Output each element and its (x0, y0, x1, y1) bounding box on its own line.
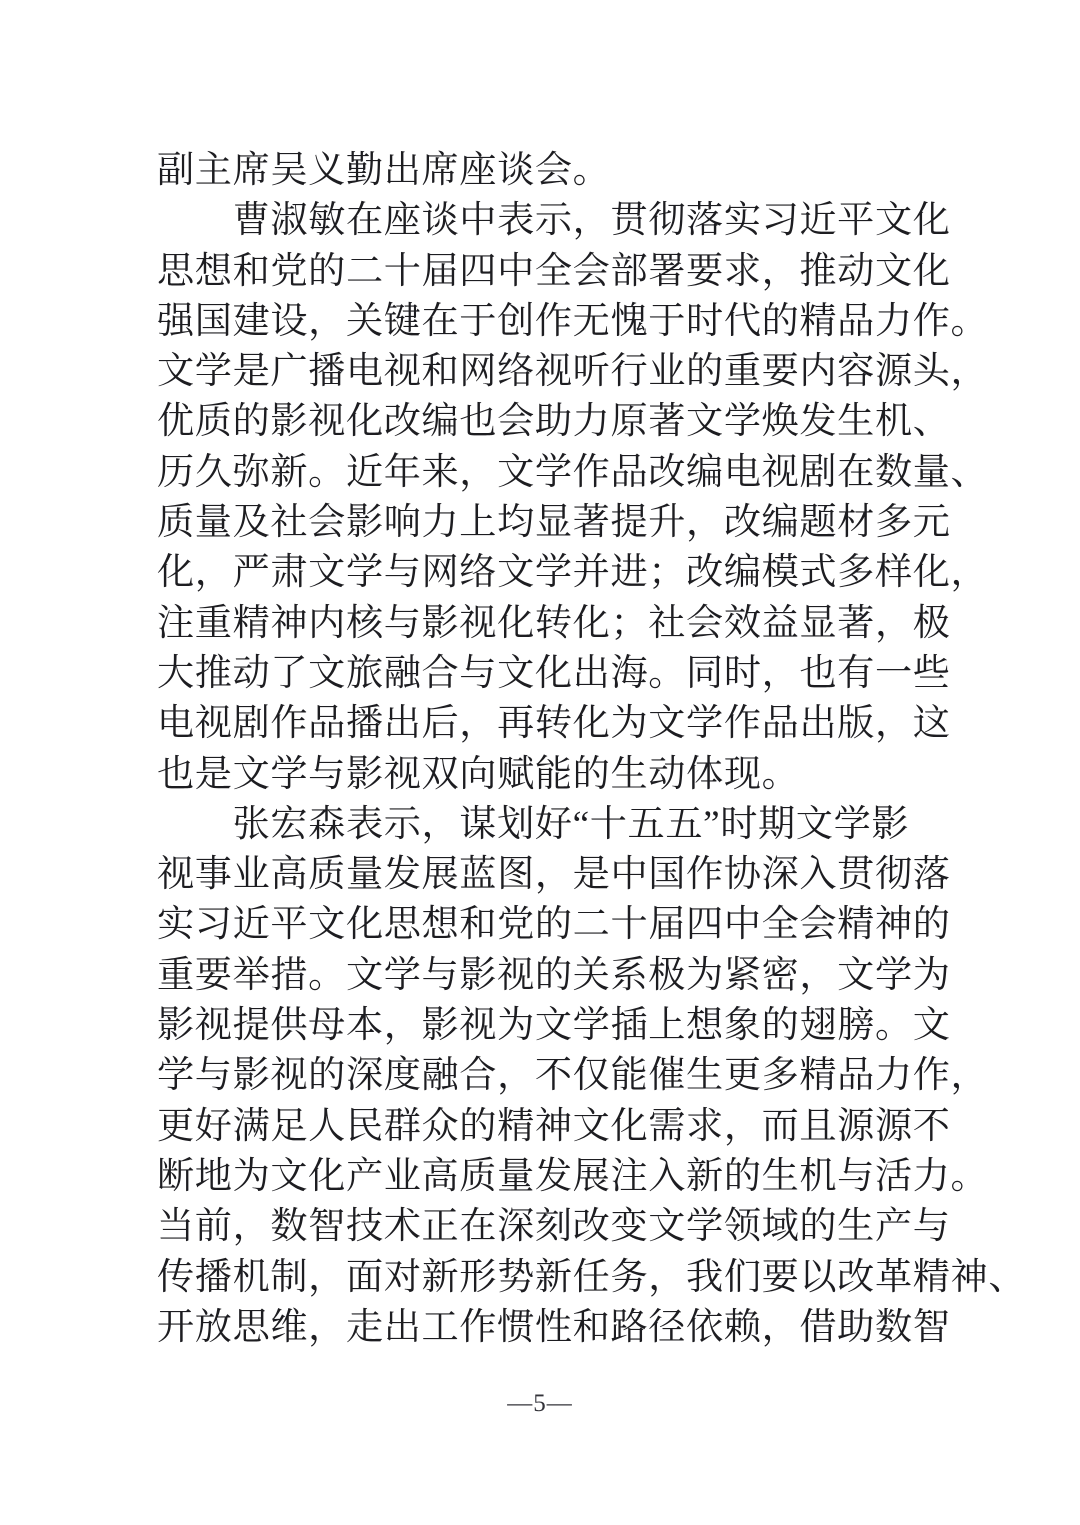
text-line: 化，严肃文学与网络文学并进；改编模式多样化， (157, 552, 989, 594)
text-line: 大推动了文旅融合与文化出海。同时，也有一些 (157, 652, 951, 694)
text-line: 思想和党的二十届四中全会部署要求，推动文化 (157, 250, 951, 292)
text-line: 电视剧作品播出后，再转化为文学作品出版，这 (157, 703, 951, 745)
text-line: 断地为文化产业高质量发展注入新的生机与活力。 (157, 1155, 989, 1197)
text-line: 传播机制，面对新形势新任务，我们要以改革精神、 (157, 1256, 1027, 1298)
text-line: 影视提供母本，影视为文学插上想象的翅膀。文 (157, 1005, 951, 1047)
paragraph-1 (157, 146, 919, 196)
paragraph-3 (157, 800, 1027, 1353)
text-line: 副主席吴义勤出席座谈会。 (157, 150, 611, 191)
text-line: 当前，数智技术正在深刻改变文学领域的生产与 (157, 1206, 951, 1248)
text-line: 视事业高质量发展蓝图，是中国作协深入贯彻落 (157, 854, 951, 896)
document-body (157, 146, 1027, 1353)
text-line: 重要举措。文学与影视的关系极为紧密，文学为 (157, 954, 951, 996)
page-number: —5— (507, 1390, 573, 1417)
text-line: 张宏森表示，谋划好“十五五”时期文学影 (157, 803, 910, 845)
page-footer (0, 1390, 1080, 1418)
text-line: 注重精神内核与影视化转化；社会效益显著，极 (157, 602, 951, 644)
paragraph-2 (157, 196, 989, 800)
text-line: 历久弥新。近年来，文学作品改编电视剧在数量、 (157, 451, 989, 493)
text-line: 强国建设，关键在于创作无愧于时代的精品力作。 (157, 300, 989, 342)
text-line: 学与影视的深度融合，不仅能催生更多精品力作， (157, 1055, 989, 1097)
text-line: 开放思维，走出工作惯性和路径依赖，借助数智 (157, 1306, 951, 1348)
text-line: 曹淑敏在座谈中表示，贯彻落实习近平文化 (157, 200, 951, 242)
text-line: 优质的影视化改编也会助力原著文学焕发生机、 (157, 401, 951, 443)
text-line: 文学是广播电视和网络视听行业的重要内容源头， (157, 351, 989, 393)
text-line: 实习近平文化思想和党的二十届四中全会精神的 (157, 904, 951, 946)
text-line: 也是文学与影视双向赋能的生动体现。 (157, 753, 800, 795)
text-line: 质量及社会影响力上均显著提升，改编题材多元 (157, 502, 951, 544)
text-line: 更好满足人民群众的精神文化需求，而且源源不 (157, 1105, 951, 1147)
